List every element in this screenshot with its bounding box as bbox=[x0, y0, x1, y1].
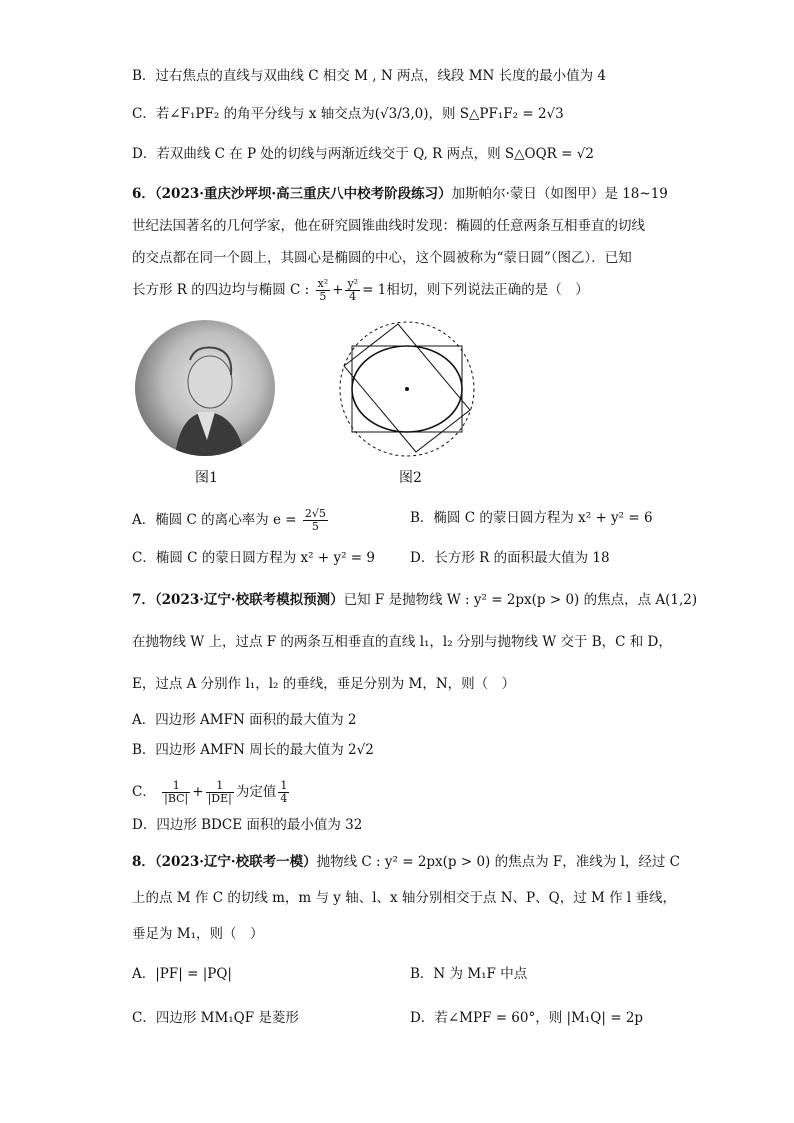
center-point bbox=[405, 387, 409, 391]
q8-stem-line1 bbox=[132, 852, 680, 872]
fig1-caption: 图1 bbox=[195, 470, 218, 486]
q7-option-c-label: C． bbox=[132, 784, 156, 800]
q7-frac-de: $\frac{1}{|DE|}$ bbox=[207, 779, 232, 805]
q7-frac-bc: $\frac{1}{|BC|}$ bbox=[164, 779, 189, 805]
q7-option-a: A．四边形 AMFN 面积的最大值为 2 bbox=[132, 712, 357, 728]
q6-option-b: B．椭圆 C 的蒙日圆方程为 x² + y² = 6 bbox=[410, 510, 653, 526]
q8-stem-text1: 抛物线 C : y² = 2px(p > 0) 的焦点为 F，准线为 l，经过 C bbox=[316, 854, 681, 870]
ellipse-frac-y: $\frac{\text{y²}}{4}$ bbox=[347, 277, 359, 303]
q8-number: 8． bbox=[132, 854, 155, 870]
q6-stem-line4: 长方形 R 的四边均与椭圆 C : $\frac{\text{x²}}{5}$ + $\frac{\text{y²}}{4}$ = 1相切，则下列说法正确的是（ ） bbox=[132, 277, 589, 303]
q5-option-c: C．若∠F₁PF₂ 的角平分线与 x 轴交点为(√3/3,0)，则 S△PF₁F₂ = 2√3 bbox=[132, 106, 564, 122]
monge-portrait-image bbox=[135, 320, 275, 456]
q5-option-b: B．过右焦点的直线与双曲线 C 相交 M , N 两点，线段 MN 长度的最小值为 4 bbox=[132, 68, 607, 84]
q6-option-c: C．椭圆 C 的蒙日圆方程为 x² + y² = 9 bbox=[132, 550, 375, 566]
q8-option-a: A．|PF| = |PQ| bbox=[132, 966, 232, 982]
fig2-caption: 图2 bbox=[399, 470, 422, 486]
q7-stem-line1 bbox=[132, 590, 697, 610]
q6-option-a bbox=[132, 508, 330, 533]
q6-option-a-den: 5 bbox=[311, 520, 319, 533]
q6-stem-line1 bbox=[132, 184, 668, 204]
q7-option-b: B．四边形 AMFN 周长的最大值为 2√2 bbox=[132, 742, 374, 758]
q7-number: 7． bbox=[132, 592, 155, 608]
q6-stem-text4b: 相切，则下列说法正确的是（ ） bbox=[386, 282, 589, 298]
q7-option-c-text: 为定值 bbox=[235, 784, 277, 800]
q7-stem-text1: 已知 F 是抛物线 W : y² = 2px(p > 0) 的焦点，点 A(1,2) bbox=[343, 592, 698, 608]
q7-source: （2023·辽宁·校联考模拟预测） bbox=[154, 592, 344, 608]
q6-number: 6． bbox=[132, 186, 155, 202]
q6-option-d: D．长方形 R 的面积最大值为 18 bbox=[410, 550, 610, 566]
q5-option-d: D．若双曲线 C 在 P 处的切线与两渐近线交于 Q, R 两点，则 S△OQR = √2 bbox=[132, 146, 594, 162]
q8-option-b: B．N 为 M₁F 中点 bbox=[410, 966, 528, 982]
q8-stem-line3: 垂足为 M₁，则（ ） bbox=[132, 926, 264, 942]
q6-stem-text4a: 长方形 R 的四边均与椭圆 C : bbox=[132, 282, 310, 298]
q7-stem-line2: 在抛物线 W 上，过点 F 的两条互相垂直的直线 l₁，l₂ 分别与抛物线 W 交于 B，C 和 D， bbox=[132, 634, 672, 650]
q7-option-c: C． $\frac{1}{|BC|}$ + $\frac{1}{|DE|}$ 为定值 $\frac{1}{4}$ bbox=[132, 779, 288, 805]
q8-stem-line2: 上的点 M 作 C 的切线 m，m 与 y 轴、l、x 轴分别相交于点 N、P、Q，过 M 作 l 垂线， bbox=[132, 890, 676, 906]
q8-option-d: D．若∠MPF = 60°，则 |M₁Q| = 2p bbox=[410, 1010, 644, 1026]
q7-frac-quarter: $\frac{1}{4}$ bbox=[280, 779, 288, 805]
q6-stem-text1: 加斯帕尔·蒙日（如图甲）是 18~19 bbox=[451, 186, 668, 202]
q6-option-a-num: 2√5 bbox=[304, 507, 326, 520]
q6-option-a-text: A．椭圆 C 的离心率为 e = bbox=[132, 512, 297, 528]
monge-circle-diagram bbox=[336, 318, 478, 460]
q8-source: （2023·辽宁·校联考一模） bbox=[154, 854, 317, 870]
q6-stem-line2: 世纪法国著名的几何学家，他在研究圆锥曲线时发现：椭圆的任意两条互相垂直的切线 bbox=[132, 218, 645, 234]
q6-source: （2023·重庆沙坪坝·高三重庆八中校考阶段练习） bbox=[154, 186, 452, 202]
q6-stem-line3: 的交点都在同一个圆上，其圆心是椭圆的中心，这个圆被称为“蒙日圆”（图乙）．已知 bbox=[132, 250, 632, 266]
ellipse-frac-x: $\frac{\text{x²}}{5}$ bbox=[317, 277, 329, 303]
q8-option-c: C．四边形 MM₁QF 是菱形 bbox=[132, 1010, 299, 1026]
q7-option-d: D．四边形 BDCE 面积的最小值为 32 bbox=[132, 817, 363, 833]
q7-stem-line3: E，过点 A 分别作 l₁，l₂ 的垂线，垂足分别为 M，N，则（ ） bbox=[132, 676, 516, 692]
q6-option-a-frac bbox=[303, 508, 328, 533]
